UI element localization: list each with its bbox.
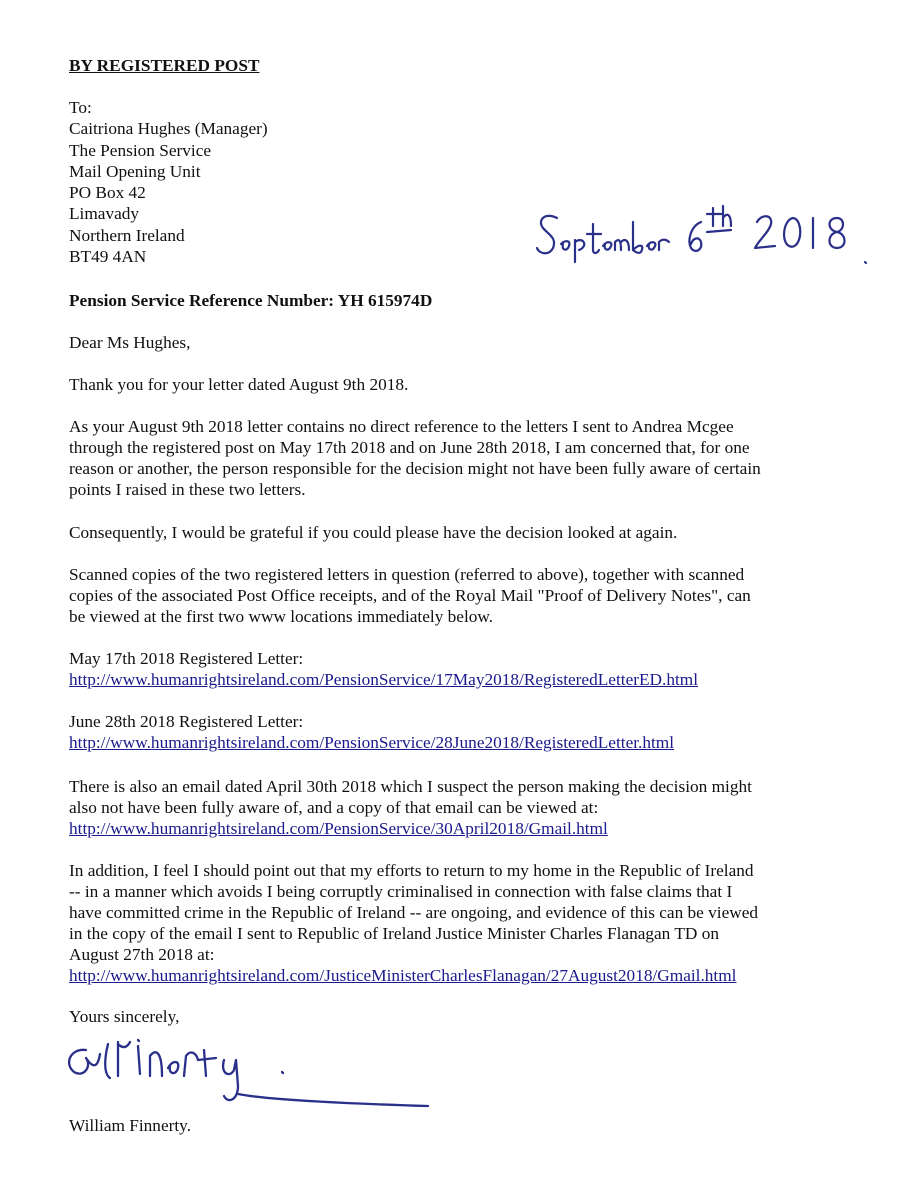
paragraph-request: Consequently, I would be grateful if you could please have the decision looked at again. (69, 523, 678, 542)
june-letter-link[interactable]: http://www.humanrightsireland.com/PensionService/28June2018/RegisteredLetter.html (69, 733, 675, 752)
registered-post-heading: BY REGISTERED POST (69, 56, 260, 75)
address-line: Caitriona Hughes (Manager) (69, 119, 268, 139)
handwritten-signature (58, 1030, 478, 1125)
june-letter-block (69, 711, 829, 753)
text-line: There is also an email dated April 30th 2018 which I suspect the person making the decision might (69, 777, 752, 796)
text-line: -- in a manner which avoids I being corruptly criminalised in connection with false claims that I (69, 882, 733, 901)
justice-minister-link[interactable]: http://www.humanrightsireland.com/JusticeMinisterCharlesFlanagan/27August2018/Gmail.html (69, 966, 737, 985)
signer-name: William Finnerty. (69, 1116, 192, 1135)
text-line: be viewed at the first two www locations immediately below. (69, 607, 494, 626)
address-line: To: (69, 98, 92, 117)
paragraph-concern (69, 416, 829, 500)
text-line: copies of the associated Post Office receipts, and of the Royal Mail "Proof of Delivery Notes", can (69, 586, 751, 605)
paragraph-april-email (69, 776, 829, 839)
may-letter-link[interactable]: http://www.humanrightsireland.com/PensionService/17May2018/RegisteredLetterED.html (69, 670, 699, 689)
recipient-address (69, 97, 268, 267)
june-letter-label: June 28th 2018 Registered Letter: (69, 712, 304, 731)
address-line: Limavady (69, 204, 140, 224)
text-line: reason or another, the person responsible for the decision might not have been fully aware of certain (69, 459, 761, 478)
handwritten-date (535, 200, 875, 270)
paragraph-justice-minister (69, 860, 829, 986)
closing: Yours sincerely, (69, 1007, 180, 1026)
text-line: also not have been fully aware of, and a copy of that email can be viewed at: (69, 798, 599, 817)
address-line: PO Box 42 (69, 183, 146, 203)
reference-number: Pension Service Reference Number: YH 615974D (69, 291, 433, 310)
address-line: The Pension Service (69, 140, 212, 160)
address-line: Mail Opening Unit (69, 161, 201, 181)
text-line: have committed crime in the Republic of Ireland -- are ongoing, and evidence of this can be viewed (69, 903, 759, 922)
text-line: Scanned copies of the two registered letters in question (referred to above), together with scanned (69, 565, 745, 584)
address-line: Northern Ireland (69, 225, 185, 245)
text-line: through the registered post on May 17th 2018 and on June 28th 2018, I am concerned that, for one (69, 438, 750, 457)
address-line: BT49 4AN (69, 247, 147, 267)
paragraph-thanks: Thank you for your letter dated August 9th 2018. (69, 375, 409, 394)
text-line: As your August 9th 2018 letter contains no direct reference to the letters I sent to Andrea Mcgee (69, 417, 734, 436)
may-letter-block (69, 648, 829, 690)
text-line: August 27th 2018 at: (69, 945, 215, 964)
text-line: In addition, I feel I should point out that my efforts to return to my home in the Republic of Ireland (69, 861, 754, 880)
april-email-link[interactable]: http://www.humanrightsireland.com/PensionService/30April2018/Gmail.html (69, 819, 608, 838)
paragraph-scanned-copies (69, 564, 829, 627)
may-letter-label: May 17th 2018 Registered Letter: (69, 649, 304, 668)
salutation: Dear Ms Hughes, (69, 333, 191, 352)
text-line: points I raised in these two letters. (69, 480, 306, 499)
text-line: in the copy of the email I sent to Republic of Ireland Justice Minister Charles Flanagan TD on (69, 924, 719, 943)
